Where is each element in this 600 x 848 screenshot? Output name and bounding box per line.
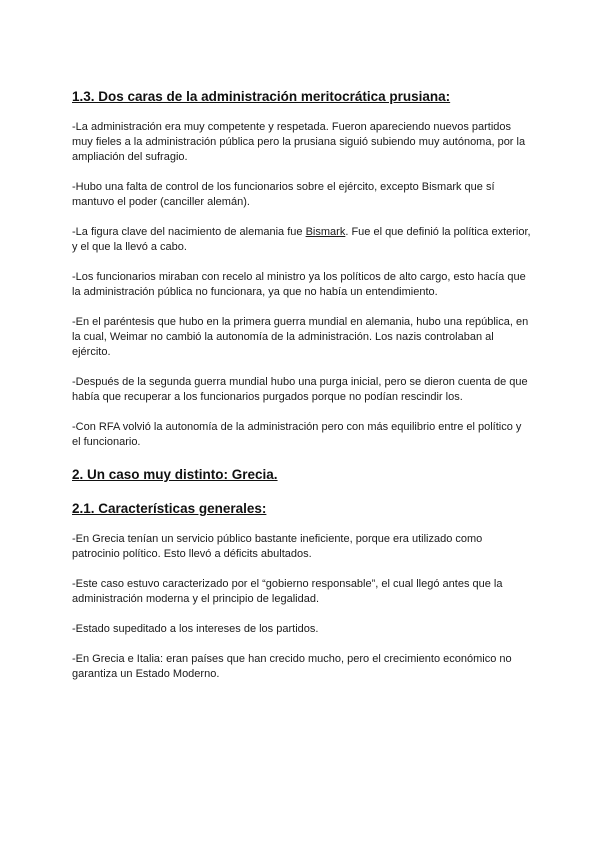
paragraph-administracion-competente: -La administración era muy competente y respetada. Fueron apareciendo nuevos partidos muy fieles a la administración pública pero la prusiana siguió subiendo muy autónoma, por la ampliación del sufragio. — [72, 121, 526, 163]
paragraph-grecia-italia: -En Grecia e Italia: eran países que han crecido mucho, pero el crecimiento económico no garantiza un Estado Moderno. — [72, 653, 512, 680]
paragraph-figura-clave — [72, 225, 532, 255]
heading-2-grecia: 2. Un caso muy distinto: Grecia. — [72, 467, 278, 482]
document-page — [72, 88, 532, 682]
bismark-link[interactable]: Bismark — [305, 226, 346, 238]
paragraph-gobierno-responsable: -Este caso estuvo caracterizado por el “gobierno responsable”, el cual llegó antes que la administración moderna y el principio de legalidad. — [72, 578, 503, 605]
paragraph-servicio-publico: -En Grecia tenían un servicio público bastante ineficiente, porque era utilizado como patrocinio político. Esto llevó a déficits abultados. — [72, 533, 483, 560]
paragraph-figura-clave-end: . Fue el que definió la política exterior, y el que la llevó a cabo. — [72, 226, 531, 253]
paragraph-parentesis-guerra: -En el paréntesis que hubo en la primera guerra mundial en alemania, hubo una república, en la cual, Weimar no cambió la autonomía de la administración. Los nazis controlaban al ejército. — [72, 316, 529, 358]
paragraph-rfa: -Con RFA volvió la autonomía de la administración pero con más equilibrio entre el político y el funcionario. — [72, 421, 522, 448]
paragraph-falta-control: -Hubo una falta de control de los funcionarios sobre el ejército, excepto Bismark que sí mantuvo el poder (canciller alemán). — [72, 181, 495, 208]
paragraph-funcionarios-recelo: -Los funcionarios miraban con recelo al ministro ya los políticos de alto cargo, esto hacía que la administración pública no funcionara, ya que no había un entendimiento. — [72, 271, 526, 298]
paragraph-figura-clave-start: -La figura clave del nacimiento de alemania fue — [72, 226, 306, 238]
heading-1-3: 1.3. Dos caras de la administración meritocrática prusiana: — [72, 89, 451, 104]
paragraph-segunda-guerra: -Después de la segunda guerra mundial hubo una purga inicial, pero se dieron cuenta de que había que recuperar a los funcionarios purgados porque no podían rescindir los. — [72, 376, 528, 403]
heading-2-1: 2.1. Características generales: — [72, 501, 267, 516]
paragraph-estado-supeditado: -Estado supeditado a los intereses de los partidos. — [72, 623, 319, 635]
